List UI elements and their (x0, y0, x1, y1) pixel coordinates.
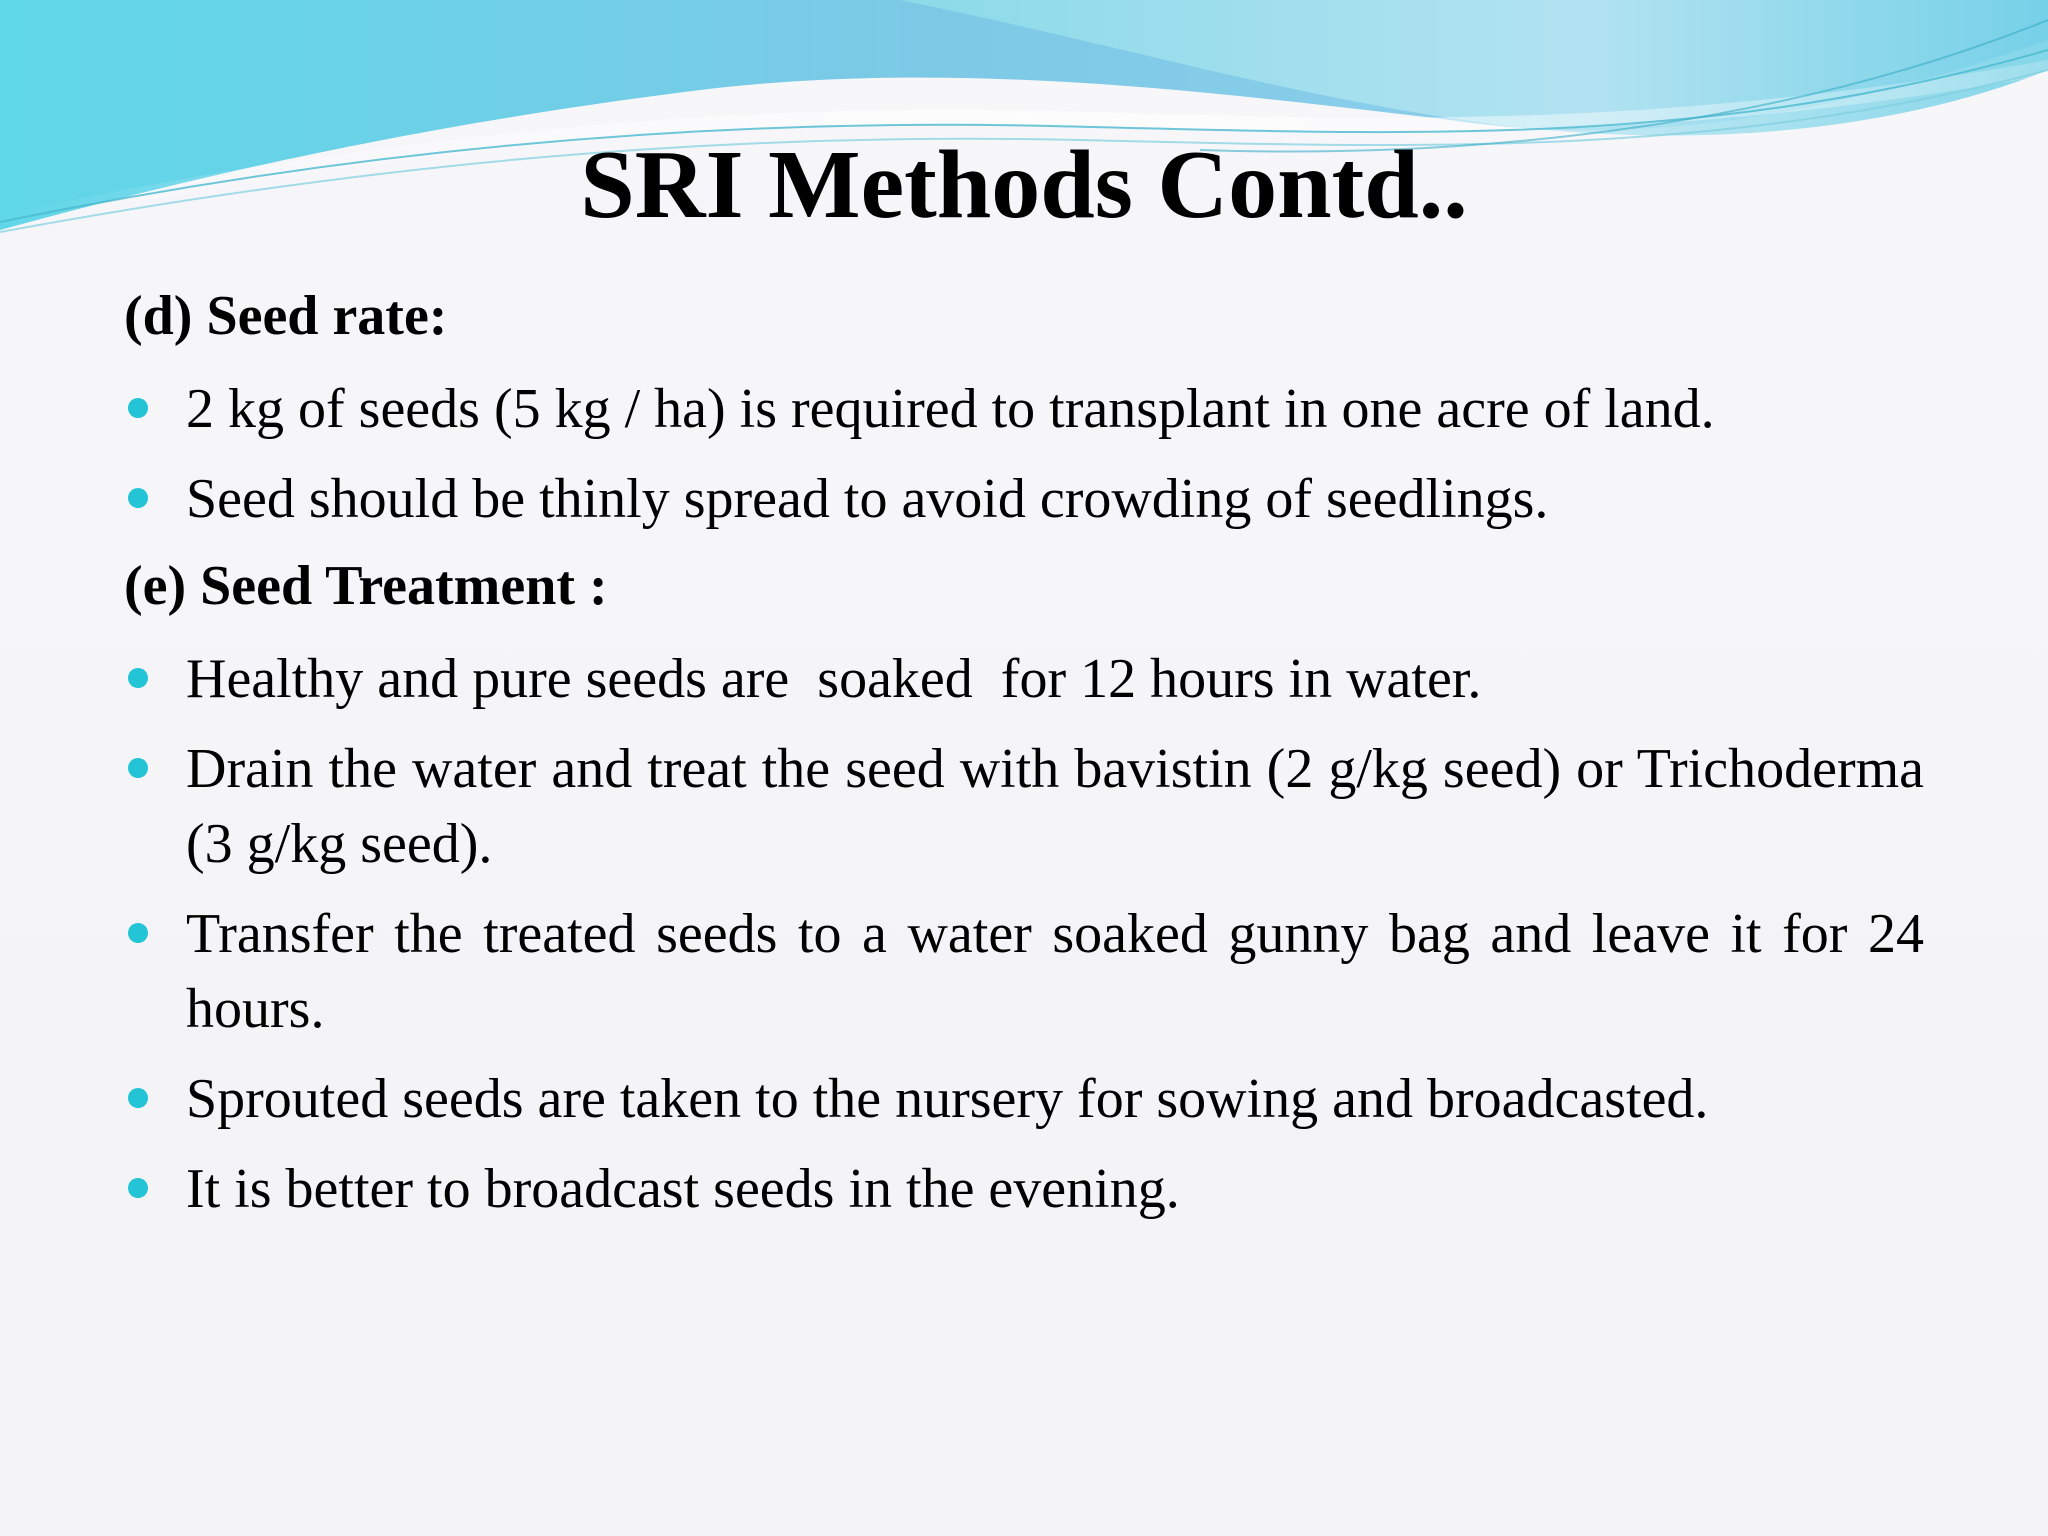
bullet-text: Drain the water and treat the seed with bavistin (2 g/kg seed) or Trichoderma (3 g/kg seed). (186, 738, 1924, 875)
list-item (124, 732, 1924, 882)
bullet-list (124, 642, 1924, 1227)
bullet-list (124, 372, 1924, 537)
bullet-text: Transfer the treated seeds to a water soaked gunny bag and leave it for 24 hours. (186, 903, 1924, 1040)
slide-content (124, 282, 1924, 1242)
bullet-dot-icon (128, 1178, 148, 1198)
section-heading: (e) Seed Treatment : (124, 555, 608, 617)
section-seed-rate (124, 282, 1924, 537)
bullet-dot-icon (128, 758, 148, 778)
bullet-dot-icon (128, 488, 148, 508)
bullet-dot-icon (128, 1088, 148, 1108)
bullet-text: Seed should be thinly spread to avoid crowding of seedlings. (186, 468, 1549, 530)
section-heading: (d) Seed rate: (124, 285, 448, 347)
list-item (124, 897, 1924, 1047)
bullet-text: 2 kg of seeds (5 kg / ha) is required to transplant in one acre of land. (186, 378, 1715, 440)
list-item (124, 1152, 1924, 1227)
bullet-dot-icon (128, 923, 148, 943)
slide-title: SRI Methods Contd.. (580, 131, 1468, 239)
list-item (124, 462, 1924, 537)
section-seed-treatment (124, 552, 1924, 1227)
bullet-dot-icon (128, 398, 148, 418)
list-item (124, 372, 1924, 447)
list-item (124, 642, 1924, 717)
bullet-text: It is better to broadcast seeds in the evening. (186, 1158, 1180, 1220)
list-item (124, 1062, 1924, 1137)
bullet-text: Sprouted seeds are taken to the nursery for sowing and broadcasted. (186, 1068, 1709, 1130)
bullet-text: Healthy and pure seeds are soaked for 12 hours in water. (186, 648, 1482, 710)
bullet-dot-icon (128, 668, 148, 688)
